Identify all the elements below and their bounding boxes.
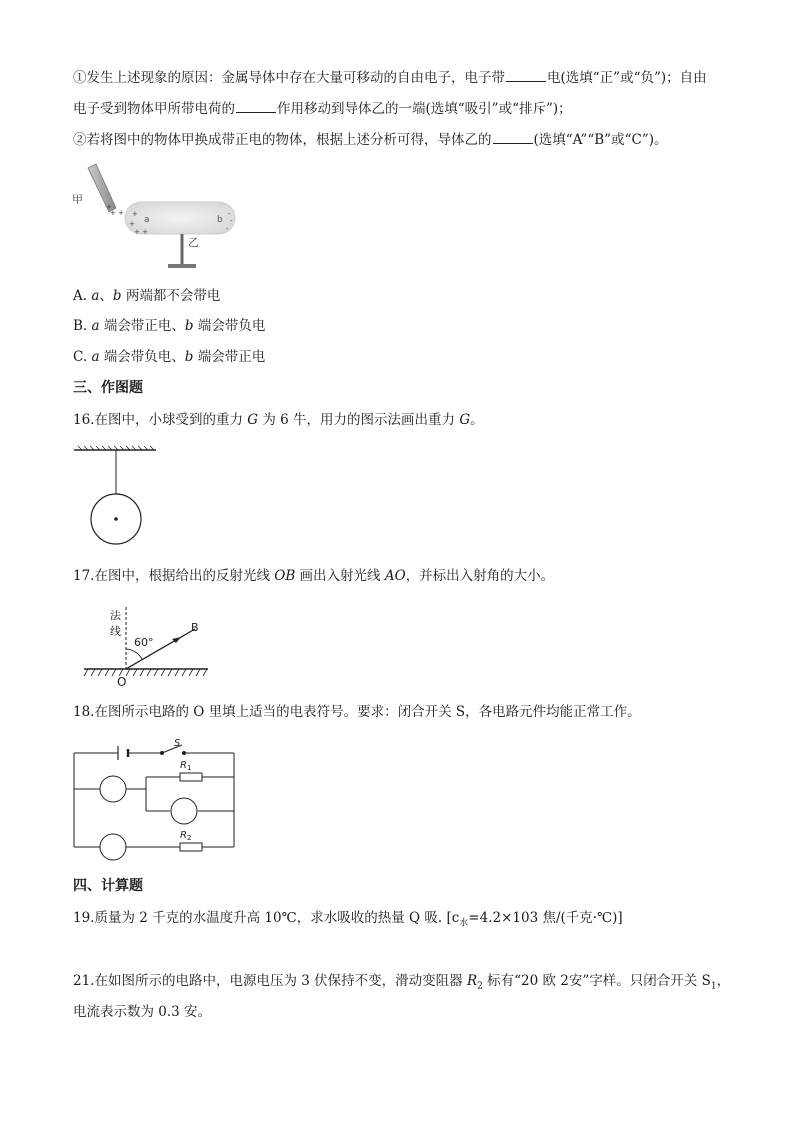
label-r2: R [180, 830, 187, 841]
label-r1-sub: 1 [187, 764, 192, 772]
q17-post: ，并标出入射角的大小。 [405, 568, 555, 584]
q19-pre: 19.质量为 2 千克的水温度升高 10℃，求水吸收的热量 Q 吸. [c [73, 910, 460, 926]
answer-blank-3[interactable] [493, 129, 533, 144]
label-switch: S [174, 738, 181, 749]
ball-center [114, 517, 118, 521]
q19-text [73, 908, 623, 934]
resistor-r1 [180, 773, 202, 781]
reflection-figure [84, 603, 224, 689]
q15-line1 [73, 67, 707, 88]
q18-text: 18.在图所示电路的 O 里填上适当的电表符号。要求：闭合开关 S，各电路元件均能正常工作。 [73, 704, 641, 720]
angle-arc [126, 649, 142, 659]
option-c-var1: a [91, 349, 100, 365]
label-normal-1: 法 [110, 609, 121, 622]
q15-line3-b: (选填“A”“B”或“C”)。 [533, 132, 668, 148]
q19-sub: 水 [459, 918, 469, 929]
q15-line1-b: 电(选填“正”或“负”)；自由 [547, 70, 707, 86]
reflected-ray-ob [126, 629, 195, 669]
answer-blank-2[interactable] [236, 98, 276, 113]
q17-pre: 17.在图中，根据给出的反射光线 [73, 568, 275, 584]
label-normal-2: 线 [110, 625, 121, 638]
section-4-title: 四、计算题 [73, 878, 143, 894]
q21-r: R [466, 973, 478, 989]
label-o-point: O [117, 675, 127, 689]
meter-slot-2 [171, 798, 197, 824]
q21-mid: 标有“20 欧 2安”字样。只闭合开关 S [482, 973, 711, 989]
label-b: b [217, 215, 223, 225]
option-a-var2: b [112, 288, 122, 304]
option-c-prefix: C. [73, 349, 92, 365]
option-c-mid: 端会带负电、 [99, 349, 185, 365]
q16-text [73, 410, 484, 430]
q21-pre: 21.在如图所示的电路中，电源电压为 3 伏保持不变，滑动变阻器 [73, 973, 467, 989]
q16-g1: G [247, 412, 259, 428]
option-b-mid: 端会带正电、 [99, 318, 185, 334]
option-a-var1: a [91, 288, 100, 304]
svg-text:+: + [106, 203, 112, 211]
svg-text:+ +: + + [134, 228, 148, 236]
svg-text:-: - [230, 217, 233, 225]
conductor-yi [125, 202, 235, 268]
q21-s-sub: 1 [710, 981, 717, 992]
option-a-mid: 、 [99, 288, 113, 304]
option-c[interactable] [73, 347, 265, 367]
label-r1: R [180, 760, 187, 771]
option-c-var2: b [184, 349, 194, 365]
q15-line3 [73, 129, 667, 150]
svg-text:+: + [132, 210, 138, 218]
battery [118, 746, 128, 760]
option-c-suffix: 端会带正电 [193, 349, 266, 365]
svg-text:-: - [226, 225, 229, 233]
hanging-ball-figure [74, 446, 158, 546]
charge-induction-figure [70, 160, 260, 275]
q15-line1-a: ①发生上述现象的原因：金属导体中存在大量可移动的自由电子，电子带 [73, 70, 505, 86]
q15-line2 [73, 98, 572, 119]
meter-slot-3 [100, 834, 126, 860]
meter-slot-1 [100, 776, 126, 802]
option-a-suffix: 两端都不会带电 [121, 288, 221, 304]
q16-mid: 为 6 牛，用力的图示法画出重力 [258, 412, 460, 428]
q16-post: 。 [470, 412, 484, 428]
section-3-title: 三、作图题 [73, 380, 143, 396]
option-b-prefix: B. [73, 318, 92, 334]
svg-text:+: + [129, 220, 135, 228]
q17-text [73, 566, 554, 586]
charged-rod-jia [72, 164, 124, 217]
q19-post: =4.2×103 焦/(千克·℃)] [468, 910, 623, 926]
option-a[interactable] [73, 286, 220, 306]
q21-line2: 电流表示数为 0.3 安。 [73, 1004, 212, 1020]
option-b-suffix: 端会带负电 [193, 318, 266, 334]
label-b-point: B [191, 621, 199, 634]
svg-text:+ +: + + [110, 209, 124, 217]
option-a-prefix: A. [73, 288, 92, 304]
q16-g2: G [459, 412, 471, 428]
label-jia: 甲 [72, 193, 83, 206]
label-r2-sub: 2 [187, 834, 192, 842]
circuit-figure [70, 735, 240, 863]
q16-pre: 16.在图中，小球受到的重力 [73, 412, 248, 428]
q17-mid: 画出入射光线 [295, 568, 385, 584]
q15-line2-b: 作用移动到导体乙的一端(选填“吸引”或“排斥”)； [277, 101, 572, 117]
option-b-var2: b [184, 318, 194, 334]
svg-text:-: - [228, 210, 231, 218]
option-b-var1: a [91, 318, 100, 334]
q17-ob: OB [274, 568, 296, 584]
label-angle: 60° [134, 636, 154, 649]
resistor-r2 [180, 843, 202, 851]
label-a: a [144, 215, 150, 225]
q15-line2-a: 电子受到物体甲所带电荷的 [73, 101, 235, 117]
answer-blank-1[interactable] [506, 67, 546, 82]
switch-s [161, 745, 186, 755]
q21-line1 [73, 971, 730, 997]
option-b[interactable] [73, 316, 265, 336]
label-yi: 乙 [188, 236, 199, 249]
q15-line3-a: ②若将图中的物体甲换成带正电的物体，根据上述分析可得，导体乙的 [73, 132, 492, 148]
q21-post: ， [716, 973, 731, 989]
q21-r-sub: 2 [477, 981, 483, 992]
q17-ao: AO [384, 568, 406, 584]
